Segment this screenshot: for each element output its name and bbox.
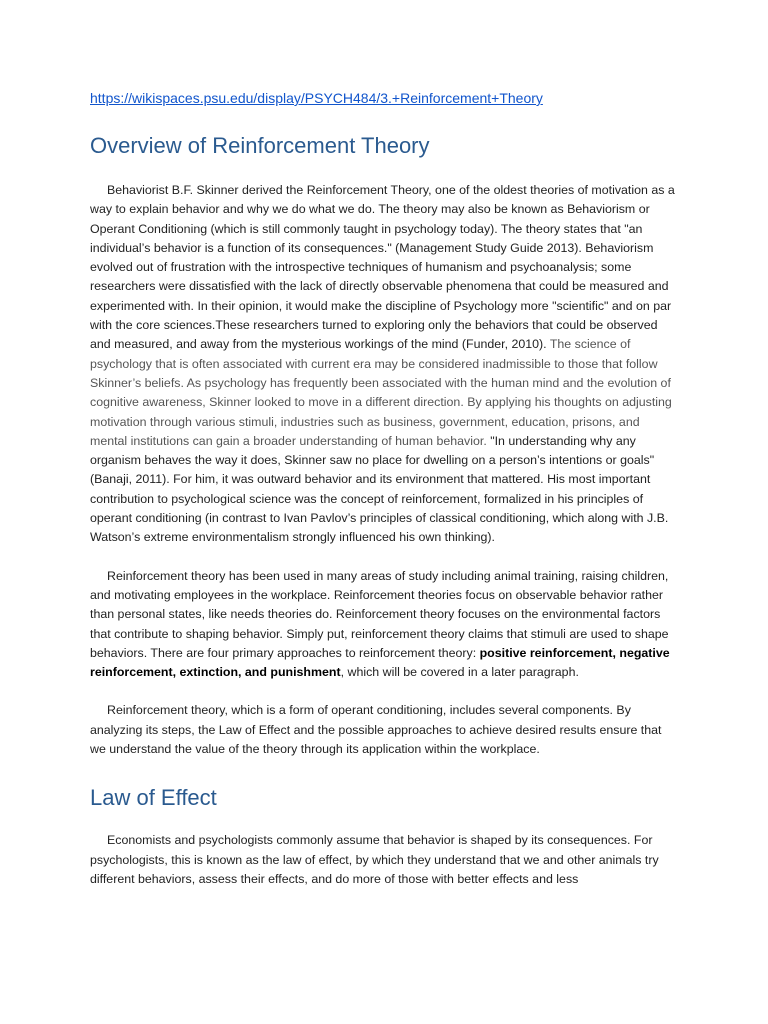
source-link[interactable]: https://wikispaces.psu.edu/display/PSYCH484/3.+Reinforcement+Theory <box>90 90 543 106</box>
paragraph-overview-1-tail: "In understanding why any organism behaves the way it does, Skinner saw no place for dwelling on a person’s intentions or goals" (Banaji, 2011). For him, it was outward behavior and its environment that mattered. His most important contribution to psychological science was the concept of reinforcement, formalized in his principles of operant conditioning (in contrast to Ivan Pavlov’s principles of classical conditioning, which along with J.B. Watson’s extreme environmentalism strongly influenced his own thinking). <box>90 433 669 545</box>
paragraph-overview-3: Reinforcement theory, which is a form of operant conditioning, includes several components. By analyzing its steps, the Law of Effect and the possible approaches to achieve desired results ensure that we understand the value of the theory through its application within the workplace. <box>90 703 662 757</box>
heading-overview: Overview of Reinforcement Theory <box>90 133 430 158</box>
heading-law-of-effect: Law of Effect <box>90 785 217 811</box>
paragraph-law-of-effect-1: Economists and psychologists commonly assume that behavior is shaped by its consequences. For psychologists, this is known as the law of effect, by which they understand that we and other animals try different behaviors, assess their effects, and do more of those with better effects and less <box>90 833 659 886</box>
paragraph-overview-2 <box>90 567 680 683</box>
paragraph-overview-2-bold: positive reinforcement, negative reinforcement, extinction, and punishment <box>90 645 670 680</box>
paragraph-overview-1-main: Behaviorist B.F. Skinner derived the Reinforcement Theory, one of the oldest theories of motivation as a way to explain behavior and why we do what we do. The theory may also be known as Behaviorism or Operant Conditioning (which is still commonly taught in psychology today). The theory states that "an individual’s behavior is a function of its consequences." (Management Study Guide 2013). Behaviorism evolved out of frustration with the introspective techniques of humanism and psychoanalysis; some researchers were dissatisfied with the lack of directly observable phenomena that could be measured and experimented with. In their opinion, it would make the discipline of Psychology more "scientific" and on par with the core sciences.These researchers turned to exploring only the behaviors that could be observed and measured, and away from the mysterious workings of the mind (Funder, 2010). <box>90 183 675 352</box>
document-page <box>90 88 680 889</box>
paragraph-overview-2-before: Reinforcement theory has been used in many areas of study including animal training, raising children, and motivating employees in the workplace. Reinforcement theories focus on observable behavior rather than personal states, like needs theories do. Reinforcement theory focuses on the environmental factors that contribute to shaping behavior. Simply put, reinforcement theory claims that stimuli are used to shape behaviors. There are four primary approaches to reinforcement theory: <box>90 568 669 660</box>
paragraph-overview-1 <box>90 181 680 548</box>
paragraph-overview-2-after: , which will be covered in a later paragraph. <box>340 665 579 680</box>
paragraph-overview-1-soft: The science of psychology that is often associated with current era may be considered inadmissible to those that follow Skinner’s beliefs. As psychology has frequently been associated with the human mind and the evolution of cognitive awareness, Skinner looked to move in a different direction. By applying his thoughts on adjusting motivation through various stimuli, industries such as business, government, education, prisons, and mental institutions can gain a broader understanding of human behavior. <box>90 337 672 448</box>
